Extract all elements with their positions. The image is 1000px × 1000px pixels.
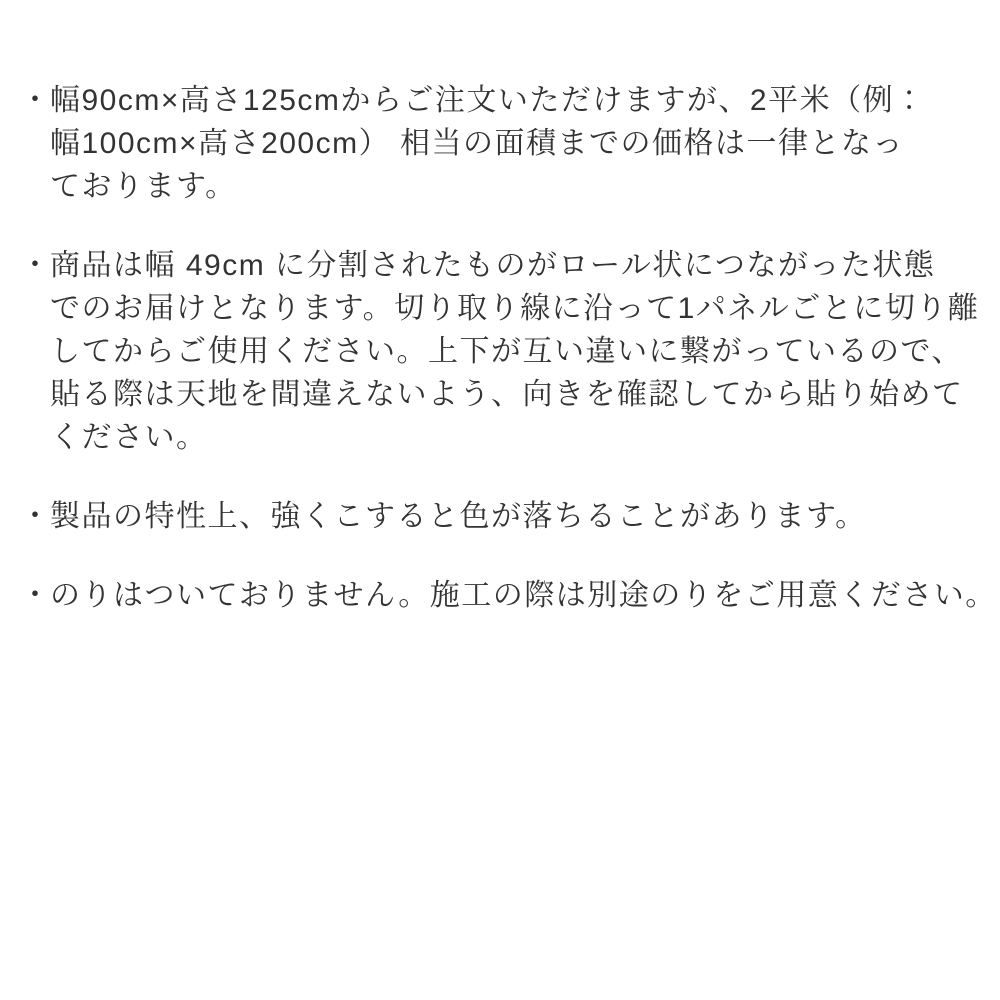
note-line: してからご使用ください。上下が互い違いに繋がっているので、: [50, 335, 963, 368]
note-item-color-rub: [20, 495, 975, 538]
note-line: 製品の特性上、強くこすると色が落ちることがあります。: [50, 500, 867, 533]
note-line: でのお届けとなります。切り取り線に沿って1パネルごとに切り離: [50, 292, 980, 325]
note-line: のりはついておりません。施工の際は別途のりをご用意ください。: [50, 579, 997, 612]
note-item-order-size: [20, 79, 975, 208]
bullet-marker: ・: [20, 84, 52, 117]
note-line: 幅90cm×高さ125cmからご注文いただけますが、2平米（例：: [50, 84, 926, 117]
note-line: 商品は幅 49cm に分割されたものがロール状につながった状態: [50, 249, 936, 282]
note-line: ください。: [50, 421, 208, 454]
bullet-marker: ・: [20, 500, 52, 533]
bullet-marker: ・: [20, 249, 52, 282]
note-line: 幅100cm×高さ200cm） 相当の面積までの価格は一律となっ: [50, 127, 904, 160]
bullet-marker: ・: [20, 579, 52, 612]
note-item-no-glue: [20, 574, 997, 617]
note-line: ております。: [50, 170, 237, 203]
note-text: [50, 495, 975, 538]
note-text: [50, 244, 980, 459]
note-line: 貼る際は天地を間違えないよう、向きを確認してから貼り始めて: [50, 378, 964, 411]
note-text: [50, 79, 975, 208]
note-item-roll-delivery: [20, 244, 980, 459]
note-text: [50, 574, 997, 617]
